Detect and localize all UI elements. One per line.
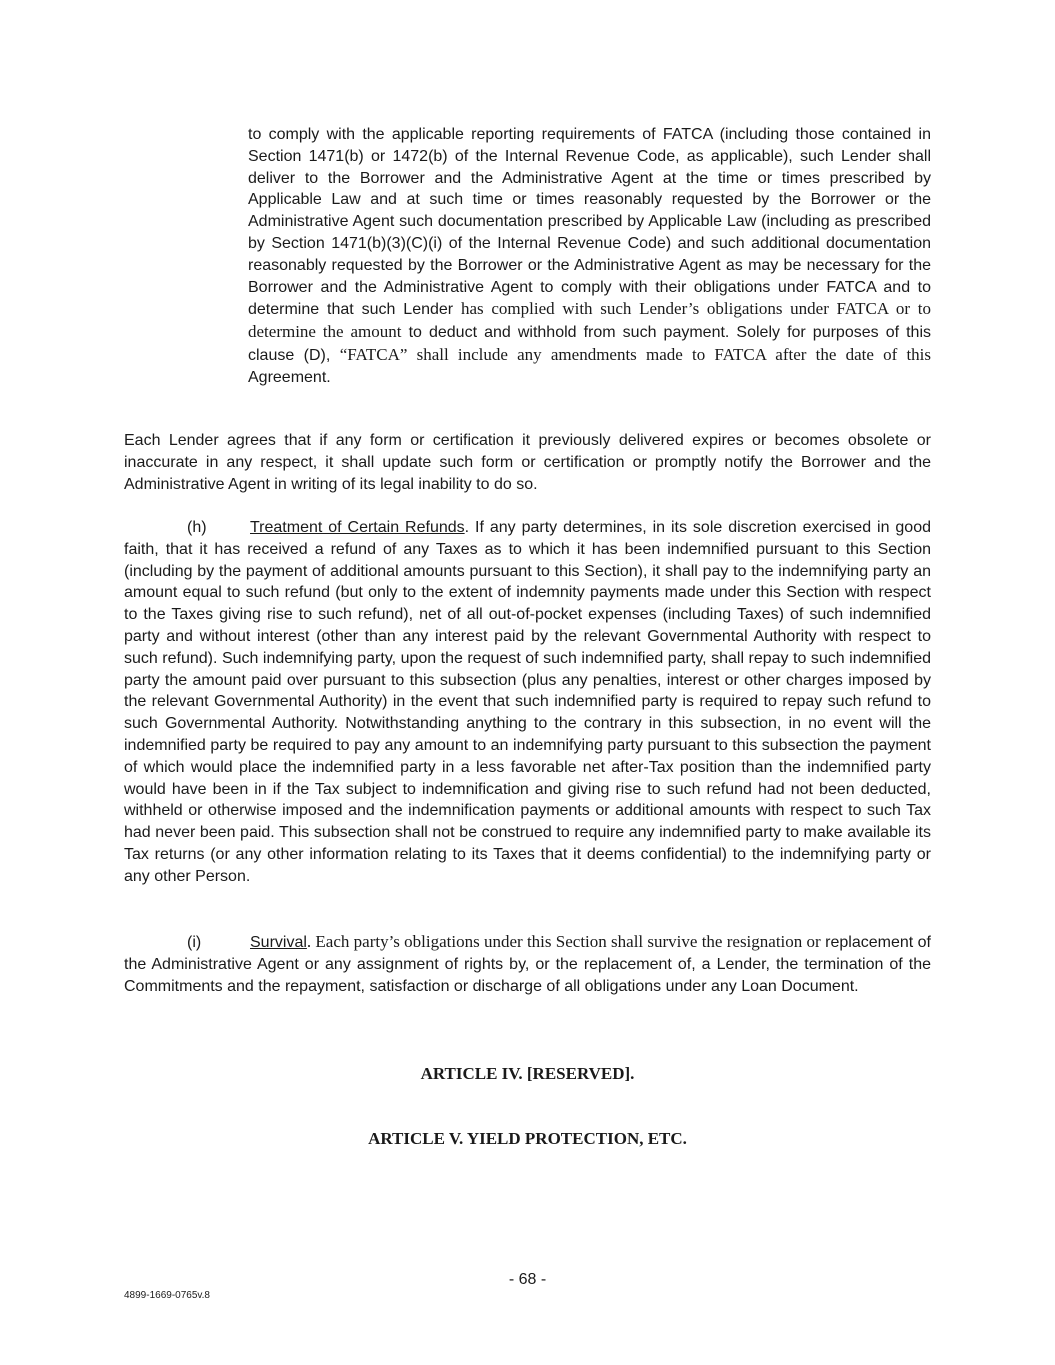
section-i-body-serif: . Each party’s obligations under this Section shall survive the resignation or bbox=[306, 932, 821, 951]
section-i-paragraph bbox=[124, 931, 931, 997]
continued-text-d: “FATCA” shall include any amendments made to FATCA after the date of this bbox=[339, 344, 932, 364]
section-h-heading: Treatment of Certain Refunds bbox=[250, 519, 465, 536]
page-number: - 68 - bbox=[508, 1271, 547, 1288]
article-4-heading: ARTICLE IV. [RESERVED]. bbox=[420, 1064, 635, 1083]
section-h-paragraph bbox=[124, 517, 931, 888]
continued-paragraph bbox=[248, 124, 931, 389]
continued-text-a: to comply with the applicable reporting requirements of FATCA (including those contained in Section 1471(b) or 1472(b) of the Internal Revenue Code, as applicable), such Lender shall deliver to the Borrower and the Administrative Agent at the time or times prescribed by Applicable Law and at such time or times reasonably requested by the Borrower or the Administrative Agent such documentation prescribed by Applicable Law (including as prescribed by Section 1471(b)(3)(C)(i) of the Internal Revenue Code) and such additional documentation reasonably requested by the Borrower or the Administrative Agent as may be necessary for the Borrower and the Administrative Agent to comply with their obligations under FATCA and to determine that such Lender bbox=[248, 126, 931, 319]
continued-text-b: has complied with such Lender’s obligations under FATCA or to determine the amount bbox=[248, 299, 931, 342]
section-h-marker: (h) bbox=[187, 519, 207, 536]
document-id: 4899-1669-0765v.8 bbox=[124, 1290, 210, 1301]
article-5-heading: ARTICLE V. YIELD PROTECTION, ETC. bbox=[368, 1129, 687, 1148]
section-i-marker: (i) bbox=[187, 934, 202, 951]
section-i-heading: Survival bbox=[250, 934, 307, 951]
section-h-body: . If any party determines, in its sole discretion exercised in good faith, that it has received a refund of any Taxes as to which it has been indemnified pursuant to this Section (including by the payment of additional amounts pursuant to this Section), it shall pay to the indemnifying party an amount equal to such refund (but only to the extent of indemnity payments made under this Section with respect to the Taxes giving rise to such refund), net of all out-of-pocket expenses (including Taxes) of such indemnified party and without interest (other than any interest paid by the relevant Governmental Authority with respect to such refund). Such indemnifying party, upon the request of such indemnified party, shall repay to such indemnified party the amount paid over pursuant to this subsection (plus any penalties, interest or other charges imposed by the relevant Governmental Authority) in the event that such indemnified party is required to repay such refund to such Governmental Authority. Notwithstanding anything to the contrary in this subsection, in no event will the indemnified party be required to pay any amount to an indemnifying party pursuant to this subsection the payment of which would place the indemnified party in a less favorable net after-Tax position than the indemnified party would have been in if the Tax subject to indemnification and giving rise to such refund had not been deducted, withheld or otherwise imposed and the indemnification payments or additional amounts with respect to such Tax had never been paid. This subsection shall not be construed to require any indemnified party to make available its Tax returns (or any other information relating to its Taxes that it deems confidential) to the indemnifying party or any other Person. bbox=[124, 519, 932, 885]
continued-text-c: to deduct and withhold from such payment. Solely for purposes of this clause (D), bbox=[248, 324, 932, 364]
each-lender-paragraph: Each Lender agrees that if any form or certification it previously delivered expires or becomes obsolete or inaccurate in any respect, it shall update such form or certification or promptly notify the Borrower and the Administrative Agent in writing of its legal inability to do so. bbox=[124, 432, 931, 493]
continued-text-e: Agreement. bbox=[248, 368, 331, 386]
section-i-body: replacement of the Administrative Agent or any assignment of rights by, or the replacement of, a Lender, the termination of the Commitments and the repayment, satisfaction or discharge of all obligations under any Loan Document. bbox=[124, 934, 932, 995]
